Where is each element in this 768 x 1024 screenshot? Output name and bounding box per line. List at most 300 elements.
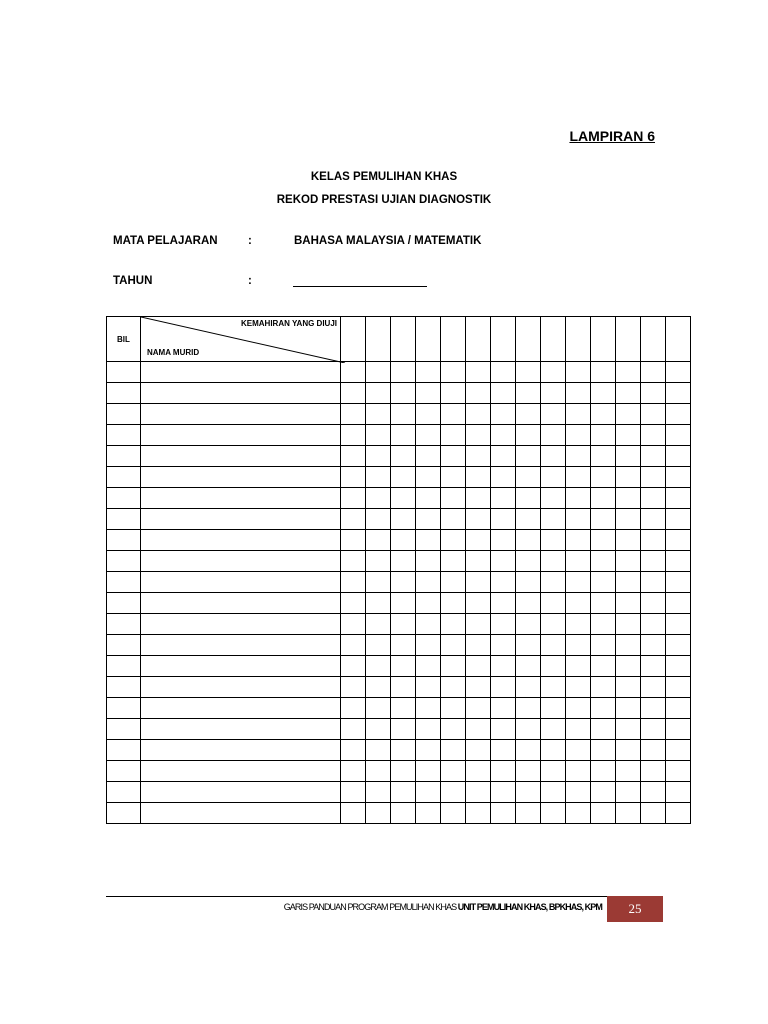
skill-result-cell[interactable] (541, 446, 566, 467)
skill-result-cell[interactable] (391, 803, 416, 824)
skill-result-cell[interactable] (416, 425, 441, 446)
skill-result-cell[interactable] (491, 803, 516, 824)
student-name-cell[interactable] (141, 614, 341, 635)
skill-result-cell[interactable] (416, 467, 441, 488)
skill-result-cell[interactable] (466, 635, 491, 656)
skill-result-cell[interactable] (666, 698, 691, 719)
skill-result-cell[interactable] (391, 551, 416, 572)
skill-result-cell[interactable] (416, 572, 441, 593)
skill-result-cell[interactable] (591, 593, 616, 614)
skill-result-cell[interactable] (366, 509, 391, 530)
skill-result-cell[interactable] (416, 719, 441, 740)
skill-result-cell[interactable] (391, 488, 416, 509)
skill-result-cell[interactable] (416, 761, 441, 782)
skill-result-cell[interactable] (416, 362, 441, 383)
skill-result-cell[interactable] (616, 551, 641, 572)
skill-result-cell[interactable] (341, 572, 366, 593)
skill-result-cell[interactable] (491, 677, 516, 698)
skill-result-cell[interactable] (441, 425, 466, 446)
skill-result-cell[interactable] (366, 383, 391, 404)
skill-result-cell[interactable] (641, 803, 666, 824)
skill-result-cell[interactable] (641, 698, 666, 719)
skill-result-cell[interactable] (441, 740, 466, 761)
skill-result-cell[interactable] (591, 425, 616, 446)
skill-result-cell[interactable] (566, 719, 591, 740)
skill-result-cell[interactable] (466, 614, 491, 635)
skill-result-cell[interactable] (616, 404, 641, 425)
skill-result-cell[interactable] (341, 656, 366, 677)
skill-result-cell[interactable] (516, 635, 541, 656)
student-name-cell[interactable] (141, 740, 341, 761)
bil-cell[interactable] (107, 530, 141, 551)
skill-result-cell[interactable] (441, 404, 466, 425)
skill-result-cell[interactable] (366, 593, 391, 614)
skill-result-cell[interactable] (516, 698, 541, 719)
skill-result-cell[interactable] (391, 362, 416, 383)
skill-result-cell[interactable] (516, 677, 541, 698)
skill-result-cell[interactable] (466, 551, 491, 572)
skill-result-cell[interactable] (341, 362, 366, 383)
skill-result-cell[interactable] (541, 719, 566, 740)
skill-result-cell[interactable] (591, 404, 616, 425)
skill-result-cell[interactable] (466, 509, 491, 530)
skill-result-cell[interactable] (391, 614, 416, 635)
skill-header-cell[interactable] (616, 317, 641, 362)
skill-result-cell[interactable] (341, 614, 366, 635)
skill-result-cell[interactable] (516, 719, 541, 740)
skill-result-cell[interactable] (341, 761, 366, 782)
bil-cell[interactable] (107, 488, 141, 509)
skill-result-cell[interactable] (341, 509, 366, 530)
bil-cell[interactable] (107, 593, 141, 614)
skill-result-cell[interactable] (366, 740, 391, 761)
skill-result-cell[interactable] (391, 467, 416, 488)
skill-result-cell[interactable] (491, 425, 516, 446)
skill-result-cell[interactable] (391, 593, 416, 614)
student-name-cell[interactable] (141, 719, 341, 740)
skill-result-cell[interactable] (666, 383, 691, 404)
skill-result-cell[interactable] (566, 740, 591, 761)
skill-result-cell[interactable] (391, 404, 416, 425)
skill-result-cell[interactable] (516, 614, 541, 635)
skill-result-cell[interactable] (366, 698, 391, 719)
bil-cell[interactable] (107, 446, 141, 467)
skill-result-cell[interactable] (441, 614, 466, 635)
skill-result-cell[interactable] (491, 740, 516, 761)
skill-result-cell[interactable] (491, 362, 516, 383)
skill-result-cell[interactable] (441, 761, 466, 782)
skill-result-cell[interactable] (491, 593, 516, 614)
skill-result-cell[interactable] (466, 425, 491, 446)
student-name-cell[interactable] (141, 677, 341, 698)
skill-result-cell[interactable] (466, 782, 491, 803)
skill-result-cell[interactable] (516, 362, 541, 383)
skill-result-cell[interactable] (416, 404, 441, 425)
skill-result-cell[interactable] (541, 551, 566, 572)
skill-result-cell[interactable] (566, 593, 591, 614)
skill-result-cell[interactable] (591, 488, 616, 509)
skill-result-cell[interactable] (491, 782, 516, 803)
skill-result-cell[interactable] (616, 803, 641, 824)
skill-result-cell[interactable] (416, 530, 441, 551)
skill-result-cell[interactable] (491, 572, 516, 593)
skill-result-cell[interactable] (341, 551, 366, 572)
bil-cell[interactable] (107, 677, 141, 698)
skill-result-cell[interactable] (466, 719, 491, 740)
student-name-cell[interactable] (141, 635, 341, 656)
skill-result-cell[interactable] (566, 698, 591, 719)
skill-result-cell[interactable] (441, 446, 466, 467)
skill-result-cell[interactable] (341, 425, 366, 446)
skill-result-cell[interactable] (591, 467, 616, 488)
bil-cell[interactable] (107, 698, 141, 719)
skill-result-cell[interactable] (641, 761, 666, 782)
skill-result-cell[interactable] (466, 362, 491, 383)
skill-result-cell[interactable] (541, 383, 566, 404)
skill-result-cell[interactable] (566, 488, 591, 509)
skill-result-cell[interactable] (491, 509, 516, 530)
skill-result-cell[interactable] (441, 509, 466, 530)
skill-result-cell[interactable] (366, 530, 391, 551)
skill-result-cell[interactable] (541, 572, 566, 593)
skill-result-cell[interactable] (366, 803, 391, 824)
skill-result-cell[interactable] (616, 761, 641, 782)
skill-result-cell[interactable] (416, 677, 441, 698)
skill-result-cell[interactable] (441, 803, 466, 824)
skill-result-cell[interactable] (591, 740, 616, 761)
skill-result-cell[interactable] (591, 719, 616, 740)
skill-result-cell[interactable] (516, 761, 541, 782)
skill-result-cell[interactable] (616, 425, 641, 446)
skill-result-cell[interactable] (441, 551, 466, 572)
student-name-cell[interactable] (141, 551, 341, 572)
skill-result-cell[interactable] (641, 551, 666, 572)
skill-result-cell[interactable] (666, 362, 691, 383)
skill-result-cell[interactable] (541, 425, 566, 446)
skill-result-cell[interactable] (641, 446, 666, 467)
student-name-cell[interactable] (141, 488, 341, 509)
skill-result-cell[interactable] (616, 467, 641, 488)
bil-cell[interactable] (107, 635, 141, 656)
skill-result-cell[interactable] (366, 425, 391, 446)
skill-result-cell[interactable] (466, 593, 491, 614)
skill-result-cell[interactable] (616, 572, 641, 593)
skill-result-cell[interactable] (591, 362, 616, 383)
skill-result-cell[interactable] (516, 425, 541, 446)
skill-result-cell[interactable] (416, 488, 441, 509)
skill-result-cell[interactable] (416, 635, 441, 656)
skill-result-cell[interactable] (616, 719, 641, 740)
skill-result-cell[interactable] (341, 635, 366, 656)
skill-result-cell[interactable] (341, 719, 366, 740)
skill-result-cell[interactable] (516, 572, 541, 593)
skill-header-cell[interactable] (591, 317, 616, 362)
skill-result-cell[interactable] (391, 635, 416, 656)
skill-result-cell[interactable] (416, 446, 441, 467)
skill-result-cell[interactable] (391, 509, 416, 530)
skill-result-cell[interactable] (466, 677, 491, 698)
skill-result-cell[interactable] (666, 656, 691, 677)
skill-result-cell[interactable] (666, 530, 691, 551)
skill-result-cell[interactable] (566, 656, 591, 677)
skill-result-cell[interactable] (516, 530, 541, 551)
skill-result-cell[interactable] (491, 467, 516, 488)
skill-result-cell[interactable] (641, 593, 666, 614)
skill-result-cell[interactable] (616, 593, 641, 614)
skill-result-cell[interactable] (591, 635, 616, 656)
skill-result-cell[interactable] (366, 488, 391, 509)
student-name-cell[interactable] (141, 530, 341, 551)
skill-result-cell[interactable] (591, 614, 616, 635)
skill-result-cell[interactable] (591, 509, 616, 530)
skill-result-cell[interactable] (616, 362, 641, 383)
skill-result-cell[interactable] (466, 740, 491, 761)
bil-cell[interactable] (107, 425, 141, 446)
skill-result-cell[interactable] (366, 677, 391, 698)
skill-result-cell[interactable] (666, 404, 691, 425)
skill-result-cell[interactable] (466, 803, 491, 824)
skill-result-cell[interactable] (391, 677, 416, 698)
skill-result-cell[interactable] (541, 614, 566, 635)
student-name-cell[interactable] (141, 782, 341, 803)
skill-result-cell[interactable] (616, 740, 641, 761)
skill-result-cell[interactable] (441, 488, 466, 509)
skill-header-cell[interactable] (641, 317, 666, 362)
student-name-cell[interactable] (141, 425, 341, 446)
skill-result-cell[interactable] (566, 551, 591, 572)
skill-result-cell[interactable] (341, 488, 366, 509)
skill-result-cell[interactable] (391, 719, 416, 740)
skill-result-cell[interactable] (616, 677, 641, 698)
skill-result-cell[interactable] (441, 677, 466, 698)
skill-result-cell[interactable] (566, 677, 591, 698)
skill-result-cell[interactable] (541, 761, 566, 782)
skill-result-cell[interactable] (491, 614, 516, 635)
skill-result-cell[interactable] (666, 740, 691, 761)
skill-result-cell[interactable] (666, 446, 691, 467)
skill-result-cell[interactable] (566, 761, 591, 782)
skill-result-cell[interactable] (591, 572, 616, 593)
skill-result-cell[interactable] (666, 509, 691, 530)
skill-result-cell[interactable] (366, 761, 391, 782)
skill-result-cell[interactable] (541, 509, 566, 530)
skill-result-cell[interactable] (441, 383, 466, 404)
skill-result-cell[interactable] (416, 740, 441, 761)
skill-result-cell[interactable] (666, 635, 691, 656)
skill-result-cell[interactable] (591, 530, 616, 551)
skill-result-cell[interactable] (366, 404, 391, 425)
skill-result-cell[interactable] (516, 467, 541, 488)
skill-result-cell[interactable] (591, 656, 616, 677)
skill-result-cell[interactable] (541, 593, 566, 614)
skill-result-cell[interactable] (541, 740, 566, 761)
skill-result-cell[interactable] (391, 383, 416, 404)
skill-result-cell[interactable] (341, 698, 366, 719)
student-name-cell[interactable] (141, 404, 341, 425)
bil-cell[interactable] (107, 782, 141, 803)
skill-result-cell[interactable] (491, 488, 516, 509)
skill-result-cell[interactable] (616, 635, 641, 656)
skill-result-cell[interactable] (341, 530, 366, 551)
skill-result-cell[interactable] (641, 467, 666, 488)
skill-result-cell[interactable] (341, 446, 366, 467)
skill-result-cell[interactable] (491, 761, 516, 782)
skill-result-cell[interactable] (466, 698, 491, 719)
skill-result-cell[interactable] (641, 509, 666, 530)
skill-result-cell[interactable] (366, 362, 391, 383)
skill-result-cell[interactable] (541, 782, 566, 803)
skill-header-cell[interactable] (666, 317, 691, 362)
skill-result-cell[interactable] (591, 551, 616, 572)
skill-result-cell[interactable] (666, 677, 691, 698)
skill-result-cell[interactable] (391, 572, 416, 593)
skill-result-cell[interactable] (591, 446, 616, 467)
skill-result-cell[interactable] (366, 614, 391, 635)
skill-result-cell[interactable] (541, 677, 566, 698)
skill-result-cell[interactable] (666, 551, 691, 572)
bil-cell[interactable] (107, 803, 141, 824)
skill-result-cell[interactable] (341, 593, 366, 614)
skill-result-cell[interactable] (566, 782, 591, 803)
bil-cell[interactable] (107, 572, 141, 593)
skill-result-cell[interactable] (666, 761, 691, 782)
skill-result-cell[interactable] (341, 383, 366, 404)
skill-result-cell[interactable] (541, 404, 566, 425)
skill-result-cell[interactable] (616, 656, 641, 677)
skill-result-cell[interactable] (491, 404, 516, 425)
skill-result-cell[interactable] (616, 509, 641, 530)
skill-result-cell[interactable] (591, 782, 616, 803)
skill-header-cell[interactable] (366, 317, 391, 362)
skill-result-cell[interactable] (566, 383, 591, 404)
skill-result-cell[interactable] (466, 404, 491, 425)
skill-result-cell[interactable] (566, 467, 591, 488)
skill-result-cell[interactable] (666, 572, 691, 593)
student-name-cell[interactable] (141, 467, 341, 488)
skill-result-cell[interactable] (566, 425, 591, 446)
skill-header-cell[interactable] (566, 317, 591, 362)
student-name-cell[interactable] (141, 761, 341, 782)
skill-result-cell[interactable] (516, 740, 541, 761)
skill-header-cell[interactable] (541, 317, 566, 362)
bil-cell[interactable] (107, 509, 141, 530)
skill-result-cell[interactable] (491, 383, 516, 404)
skill-result-cell[interactable] (391, 425, 416, 446)
skill-result-cell[interactable] (491, 635, 516, 656)
skill-result-cell[interactable] (391, 530, 416, 551)
skill-result-cell[interactable] (566, 635, 591, 656)
skill-result-cell[interactable] (541, 803, 566, 824)
skill-result-cell[interactable] (491, 656, 516, 677)
bil-cell[interactable] (107, 383, 141, 404)
student-name-cell[interactable] (141, 593, 341, 614)
skill-result-cell[interactable] (341, 677, 366, 698)
skill-result-cell[interactable] (641, 782, 666, 803)
skill-result-cell[interactable] (491, 530, 516, 551)
bil-cell[interactable] (107, 404, 141, 425)
bil-cell[interactable] (107, 614, 141, 635)
bil-cell[interactable] (107, 740, 141, 761)
skill-result-cell[interactable] (641, 677, 666, 698)
skill-result-cell[interactable] (566, 614, 591, 635)
skill-result-cell[interactable] (341, 404, 366, 425)
bil-cell[interactable] (107, 656, 141, 677)
skill-result-cell[interactable] (491, 698, 516, 719)
skill-result-cell[interactable] (441, 656, 466, 677)
skill-result-cell[interactable] (441, 782, 466, 803)
skill-result-cell[interactable] (666, 803, 691, 824)
skill-result-cell[interactable] (416, 803, 441, 824)
skill-result-cell[interactable] (416, 593, 441, 614)
skill-header-cell[interactable] (516, 317, 541, 362)
skill-result-cell[interactable] (641, 614, 666, 635)
student-name-cell[interactable] (141, 446, 341, 467)
skill-result-cell[interactable] (541, 656, 566, 677)
skill-result-cell[interactable] (516, 404, 541, 425)
skill-result-cell[interactable] (641, 530, 666, 551)
skill-result-cell[interactable] (416, 782, 441, 803)
skill-result-cell[interactable] (616, 698, 641, 719)
skill-result-cell[interactable] (516, 551, 541, 572)
skill-result-cell[interactable] (441, 362, 466, 383)
skill-result-cell[interactable] (516, 446, 541, 467)
skill-result-cell[interactable] (491, 551, 516, 572)
skill-result-cell[interactable] (541, 467, 566, 488)
student-name-cell[interactable] (141, 572, 341, 593)
skill-result-cell[interactable] (541, 362, 566, 383)
skill-result-cell[interactable] (366, 551, 391, 572)
skill-result-cell[interactable] (366, 635, 391, 656)
skill-result-cell[interactable] (616, 446, 641, 467)
skill-result-cell[interactable] (441, 719, 466, 740)
skill-result-cell[interactable] (391, 656, 416, 677)
skill-result-cell[interactable] (416, 509, 441, 530)
skill-result-cell[interactable] (416, 656, 441, 677)
skill-result-cell[interactable] (566, 530, 591, 551)
skill-result-cell[interactable] (466, 656, 491, 677)
skill-result-cell[interactable] (666, 593, 691, 614)
skill-result-cell[interactable] (566, 446, 591, 467)
skill-result-cell[interactable] (591, 803, 616, 824)
skill-result-cell[interactable] (516, 509, 541, 530)
skill-result-cell[interactable] (566, 404, 591, 425)
skill-result-cell[interactable] (541, 530, 566, 551)
skill-result-cell[interactable] (641, 488, 666, 509)
skill-result-cell[interactable] (641, 362, 666, 383)
skill-result-cell[interactable] (616, 383, 641, 404)
skill-result-cell[interactable] (466, 761, 491, 782)
skill-result-cell[interactable] (666, 425, 691, 446)
skill-result-cell[interactable] (466, 572, 491, 593)
skill-result-cell[interactable] (366, 719, 391, 740)
skill-result-cell[interactable] (391, 761, 416, 782)
skill-result-cell[interactable] (591, 677, 616, 698)
skill-result-cell[interactable] (641, 635, 666, 656)
skill-result-cell[interactable] (516, 488, 541, 509)
skill-result-cell[interactable] (641, 719, 666, 740)
bil-cell[interactable] (107, 551, 141, 572)
skill-result-cell[interactable] (391, 740, 416, 761)
skill-result-cell[interactable] (591, 761, 616, 782)
skill-result-cell[interactable] (591, 698, 616, 719)
skill-header-cell[interactable] (416, 317, 441, 362)
skill-result-cell[interactable] (541, 635, 566, 656)
skill-result-cell[interactable] (641, 656, 666, 677)
skill-result-cell[interactable] (466, 467, 491, 488)
student-name-cell[interactable] (141, 656, 341, 677)
skill-header-cell[interactable] (466, 317, 491, 362)
skill-result-cell[interactable] (666, 782, 691, 803)
